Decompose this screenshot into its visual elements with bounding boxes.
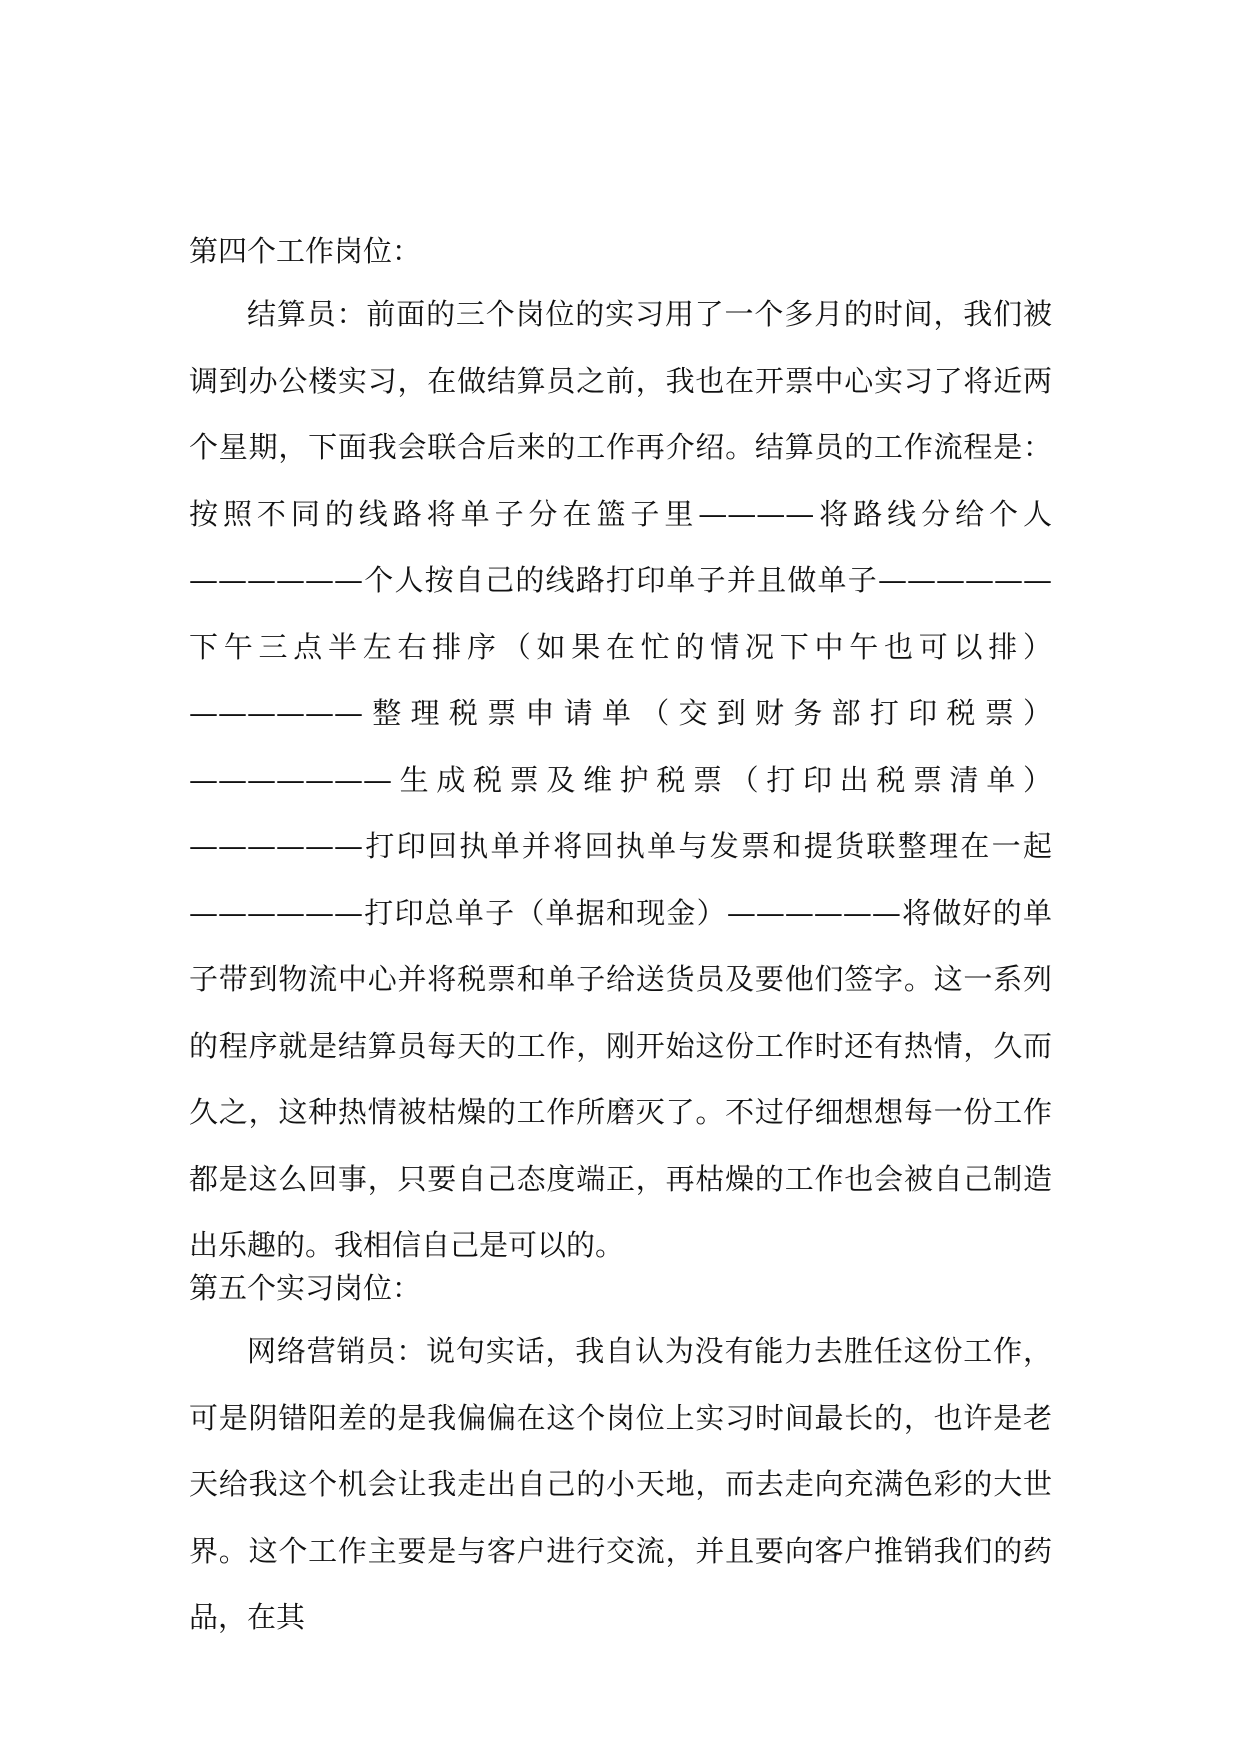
section-heading-4: 第四个工作岗位： bbox=[189, 234, 422, 268]
section-heading-5: 第五个实习岗位： bbox=[189, 1271, 422, 1305]
section-paragraph-5: 网络营销员：说句实话，我自认为没有能力去胜任这份工作，可是阴错阳差的是我偏偏在这个岗位上实习时间最长的，也许是老天给我这个机会让我走出自己的小天地，而去走向充满色彩的大世界。这个工作主要是与客户进行交流，并且要向客户推销我们的药品，在其 bbox=[189, 1334, 1052, 1634]
section-paragraph-4: 结算员：前面的三个岗位的实习用了一个多月的时间，我们被调到办公楼实习，在做结算员之前，我也在开票中心实习了将近两个星期，下面我会联合后来的工作再介绍。结算员的工作流程是：按照不同的线路将单子分在篮子里————将路线分给个人——————个人按自己的线路打印单子并且做单子——————下午三点半左右排序（如果在忙的情况下中午也可以排）——————整理税票申请单（交到财务部打印税票）———————生成税票及维护税票（打印出税票清单）——————打印回执单并将回执单与发票和提货联整理在一起——————打印总单子（单据和现金）——————将做好的单子带到物流中心并将税票和单子给送货员及要他们签字。这一系列的程序就是结算员每天的工作，刚开始这份工作时还有热情，久而久之，这种热情被枯燥的工作所磨灭了。不过仔细想想每一份工作都是这么回事，只要自己态度端正，再枯燥的工作也会被自己制造出乐趣的。我相信自己是可以的。 bbox=[189, 297, 1052, 1262]
